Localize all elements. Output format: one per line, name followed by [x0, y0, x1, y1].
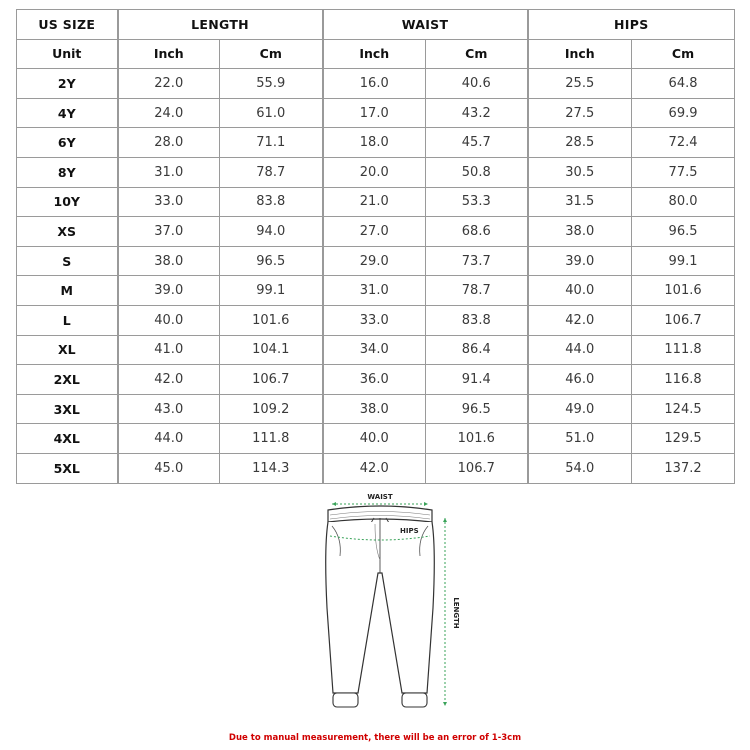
value-cell: 96.5: [632, 217, 735, 247]
value-cell: 29.0: [323, 246, 426, 276]
table-row: [17, 246, 735, 276]
value-cell: 106.7: [220, 365, 323, 395]
size-cell: M: [17, 276, 118, 306]
size-cell: XL: [17, 335, 118, 365]
value-cell: 104.1: [220, 335, 323, 365]
right-cuff: [402, 693, 427, 707]
value-cell: 43.2: [426, 98, 528, 128]
value-cell: 22.0: [118, 69, 220, 99]
table-row: [17, 128, 735, 158]
value-cell: 33.0: [323, 305, 426, 335]
table-row: [17, 69, 735, 99]
size-cell: 4Y: [17, 98, 118, 128]
value-cell: 69.9: [632, 98, 735, 128]
unit-cell: Inch: [118, 39, 220, 69]
size-cell: XS: [17, 217, 118, 247]
value-cell: 36.0: [323, 365, 426, 395]
size-cell: 6Y: [17, 128, 118, 158]
value-cell: 40.0: [323, 424, 426, 454]
value-cell: 38.0: [118, 246, 220, 276]
value-cell: 50.8: [426, 157, 528, 187]
size-cell: 2XL: [17, 365, 118, 395]
value-cell: 96.5: [426, 394, 528, 424]
value-cell: 83.8: [426, 305, 528, 335]
value-cell: 61.0: [220, 98, 323, 128]
value-cell: 111.8: [632, 335, 735, 365]
table-row: [17, 98, 735, 128]
table-row: [17, 424, 735, 454]
value-cell: 20.0: [323, 157, 426, 187]
value-cell: 27.5: [528, 98, 632, 128]
value-cell: 27.0: [323, 217, 426, 247]
size-cell: 5XL: [17, 453, 118, 483]
value-cell: 73.7: [426, 246, 528, 276]
value-cell: 96.5: [220, 246, 323, 276]
size-cell: S: [17, 246, 118, 276]
value-cell: 86.4: [426, 335, 528, 365]
unit-cell: Cm: [426, 39, 528, 69]
value-cell: 101.6: [220, 305, 323, 335]
hips-label: HIPS: [400, 527, 419, 535]
table-row: [17, 335, 735, 365]
value-cell: 109.2: [220, 394, 323, 424]
length-label: LENGTH: [452, 597, 460, 629]
value-cell: 25.5: [528, 69, 632, 99]
waist-header: WAIST: [323, 10, 528, 40]
unit-cell: Cm: [220, 39, 323, 69]
value-cell: 42.0: [528, 305, 632, 335]
size-cell: 8Y: [17, 157, 118, 187]
header-row: [17, 10, 735, 40]
measurement-note: Due to manual measurement, there will be an error of 1-3cm: [228, 733, 522, 743]
value-cell: 94.0: [220, 217, 323, 247]
value-cell: 137.2: [632, 453, 735, 483]
value-cell: 99.1: [220, 276, 323, 306]
value-cell: 16.0: [323, 69, 426, 99]
value-cell: 24.0: [118, 98, 220, 128]
table-row: [17, 217, 735, 247]
value-cell: 41.0: [118, 335, 220, 365]
size-cell: 3XL: [17, 394, 118, 424]
value-cell: 77.5: [632, 157, 735, 187]
table-row: [17, 365, 735, 395]
value-cell: 42.0: [118, 365, 220, 395]
value-cell: 39.0: [118, 276, 220, 306]
value-cell: 40.0: [118, 305, 220, 335]
value-cell: 37.0: [118, 217, 220, 247]
size-chart-table: [16, 9, 735, 484]
unit-cell: Inch: [528, 39, 632, 69]
size-cell: 10Y: [17, 187, 118, 217]
value-cell: 78.7: [220, 157, 323, 187]
value-cell: 83.8: [220, 187, 323, 217]
value-cell: 114.3: [220, 453, 323, 483]
size-header: US SIZE: [17, 10, 118, 40]
value-cell: 40.0: [528, 276, 632, 306]
value-cell: 116.8: [632, 365, 735, 395]
pants-diagram: [300, 488, 460, 728]
value-cell: 72.4: [632, 128, 735, 158]
table-row: [17, 453, 735, 483]
value-cell: 44.0: [118, 424, 220, 454]
value-cell: 21.0: [323, 187, 426, 217]
value-cell: 46.0: [528, 365, 632, 395]
value-cell: 54.0: [528, 453, 632, 483]
value-cell: 31.0: [118, 157, 220, 187]
value-cell: 91.4: [426, 365, 528, 395]
value-cell: 44.0: [528, 335, 632, 365]
value-cell: 78.7: [426, 276, 528, 306]
value-cell: 43.0: [118, 394, 220, 424]
value-cell: 64.8: [632, 69, 735, 99]
value-cell: 111.8: [220, 424, 323, 454]
value-cell: 34.0: [323, 335, 426, 365]
value-cell: 30.5: [528, 157, 632, 187]
value-cell: 129.5: [632, 424, 735, 454]
table-row: [17, 305, 735, 335]
left-cuff: [333, 693, 358, 707]
value-cell: 17.0: [323, 98, 426, 128]
unit-cell: Inch: [323, 39, 426, 69]
value-cell: 101.6: [426, 424, 528, 454]
value-cell: 55.9: [220, 69, 323, 99]
value-cell: 42.0: [323, 453, 426, 483]
value-cell: 45.7: [426, 128, 528, 158]
value-cell: 106.7: [632, 305, 735, 335]
value-cell: 124.5: [632, 394, 735, 424]
table-row: [17, 157, 735, 187]
value-cell: 99.1: [632, 246, 735, 276]
value-cell: 39.0: [528, 246, 632, 276]
value-cell: 28.0: [118, 128, 220, 158]
value-cell: 33.0: [118, 187, 220, 217]
value-cell: 68.6: [426, 217, 528, 247]
unit-cell: Cm: [632, 39, 735, 69]
value-cell: 38.0: [323, 394, 426, 424]
unit-label: Unit: [17, 39, 118, 69]
length-header: LENGTH: [118, 10, 323, 40]
value-cell: 53.3: [426, 187, 528, 217]
value-cell: 28.5: [528, 128, 632, 158]
table-row: [17, 187, 735, 217]
value-cell: 45.0: [118, 453, 220, 483]
value-cell: 40.6: [426, 69, 528, 99]
value-cell: 71.1: [220, 128, 323, 158]
value-cell: 31.5: [528, 187, 632, 217]
size-cell: 2Y: [17, 69, 118, 99]
waist-label: WAIST: [367, 493, 393, 501]
table-row: [17, 276, 735, 306]
hips-header: HIPS: [528, 10, 735, 40]
value-cell: 49.0: [528, 394, 632, 424]
value-cell: 31.0: [323, 276, 426, 306]
unit-row: [17, 39, 735, 69]
value-cell: 80.0: [632, 187, 735, 217]
value-cell: 106.7: [426, 453, 528, 483]
value-cell: 38.0: [528, 217, 632, 247]
value-cell: 51.0: [528, 424, 632, 454]
size-cell: L: [17, 305, 118, 335]
value-cell: 18.0: [323, 128, 426, 158]
size-cell: 4XL: [17, 424, 118, 454]
table-row: [17, 394, 735, 424]
value-cell: 101.6: [632, 276, 735, 306]
